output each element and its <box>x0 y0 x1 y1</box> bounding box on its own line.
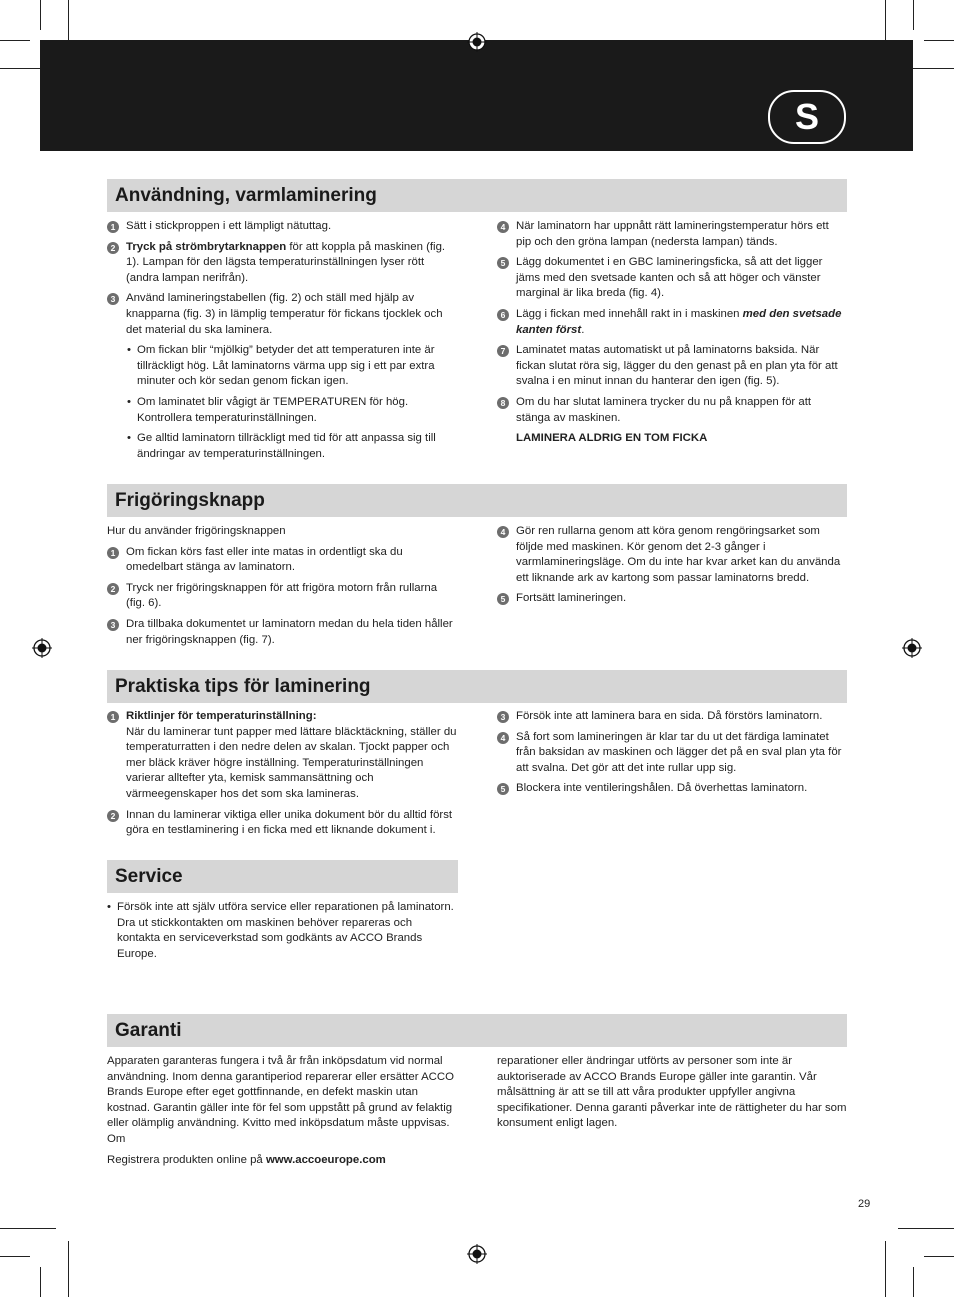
crop-mark <box>0 1256 30 1257</box>
step-number-icon: 4 <box>497 526 509 538</box>
step-number-icon: 1 <box>107 711 119 723</box>
section-title: Användning, varmlaminering <box>115 185 377 206</box>
sec5-right-column <box>497 1054 849 1137</box>
section-header-hot-lamination <box>107 179 847 212</box>
crop-mark <box>885 1241 886 1297</box>
section-title: Frigöringsknapp <box>115 490 265 511</box>
list-item: 4 Så fort som lamineringen är klar tar du ut det färdiga laminatet från baksidan av maskinen och lägger det på en sval plan yta för att svalna. Det gör att det inte rullar upp sig. <box>497 730 843 777</box>
step-number-icon: 3 <box>497 711 509 723</box>
list-item: 7 Laminatet matas automatiskt ut på laminatorns baksida. När fickan slutat röra sig, lägger du den genast på en plan yta för att svalna i en minut innan du hanterar den igen (fig. 5). <box>497 343 843 390</box>
intro-text: Hur du använder frigöringsknappen <box>107 525 286 537</box>
section-header-warranty <box>107 1014 847 1047</box>
crop-mark <box>0 1228 56 1229</box>
section-title: Service <box>115 866 183 887</box>
bullet-item: • Om fickan blir “mjölkig” betyder det att temperaturen inte är tillräckligt hög. Låt laminatorns värma upp sig i ett par extra minuter och kör sedan genom fickan igen. <box>107 343 457 390</box>
bullet-item: • Ge alltid laminatorn tillräckligt med tid för att anpassa sig till ändringar av temperaturinställningen. <box>107 431 457 462</box>
bullet-item: • Om laminatet blir vågigt är TEMPERATUREN för hög. Kontrollera temperaturinställningen. <box>107 395 457 426</box>
list-item: 8 Om du har slutat laminera trycker du nu på knappen för att stänga av maskinen. <box>497 395 843 426</box>
bullet-item: • Försök inte att själv utföra service eller reparationen på laminatorn. Dra ut stickkontakten om maskinen behöver repareras och kontakta en serviceverkstad som godkänts av ACCO Brands Europe. <box>107 900 457 962</box>
step-number-icon: 7 <box>497 345 509 357</box>
registration-mark-icon <box>467 1244 487 1264</box>
registration-mark-icon <box>902 638 922 658</box>
step-number-icon: 1 <box>107 547 119 559</box>
sec2-left-column <box>107 524 457 653</box>
list-item: 5 Fortsätt lamineringen. <box>497 591 843 607</box>
warranty-text: reparationer eller ändringar utförts av personer som inte är auktoriserade av ACCO Brands Europe gäller inte garantin. Vår målsättning är att se till att våra produkter uppfyller angivna specifikationer. Denna garanti påverkar inte de rättigheter du har som konsument enligt lagen. <box>497 1055 847 1130</box>
sec1-left-column <box>107 219 457 467</box>
step-number-icon: 2 <box>107 583 119 595</box>
registration-mark-icon <box>467 32 487 52</box>
website-link[interactable]: www.accoeurope.com <box>265 1153 386 1166</box>
step-number-icon: 2 <box>107 810 119 822</box>
step-number-icon: 3 <box>107 619 119 631</box>
section-header-service <box>107 860 458 893</box>
crop-mark <box>898 1228 954 1229</box>
step-number-icon: 4 <box>497 732 509 744</box>
crop-mark <box>913 1267 914 1297</box>
list-item: 3 Försök inte att laminera bara en sida. Då förstörs laminatorn. <box>497 709 843 725</box>
list-item: 2 Tryck ner frigöringsknappen för att frigöra motorn från rullarna (fig. 6). <box>107 581 457 612</box>
step-number-icon: 1 <box>107 221 119 233</box>
section-title: Garanti <box>115 1020 182 1041</box>
crop-mark <box>924 40 954 41</box>
section-header-tips <box>107 670 847 703</box>
list-item: 5 Blockera inte ventileringshålen. Då överhettas laminatorn. <box>497 781 843 797</box>
language-badge: S <box>768 90 846 144</box>
list-item: 4 Gör ren rullarna genom att köra genom rengöringsarket som följde med maskinen. Kör genom det 2-3 gånger i varmlamineringsläge. Om du inte har kvar arket kan du använda ett liknande ark av kartong som passar laminatorns bredd. <box>497 524 843 586</box>
list-item: 1 Sätt i stickproppen i ett lämpligt nätuttag. <box>107 219 457 235</box>
step-number-icon: 3 <box>107 293 119 305</box>
list-item: 2 Innan du laminerar viktiga eller unika dokument bör du alltid först göra en testlaminering i en ficka med ett liknande dokument i. <box>107 808 457 839</box>
list-item: 6 Lägg i fickan med innehåll rakt in i maskinen med den svetsade kanten först. <box>497 307 843 338</box>
sec4-column <box>107 900 457 967</box>
sec2-right-column <box>497 524 843 612</box>
step-number-icon: 6 <box>497 309 509 321</box>
crop-mark <box>913 0 914 30</box>
crop-mark <box>0 40 30 41</box>
list-item: 3 Dra tillbaka dokumentet ur laminatorn medan du hela tiden håller ner frigöringsknappen (fig. 7). <box>107 617 457 648</box>
page-number: 29 <box>858 1198 871 1210</box>
sec1-right-column <box>497 219 843 447</box>
crop-mark <box>40 0 41 30</box>
step-number-icon: 5 <box>497 783 509 795</box>
crop-mark <box>68 1241 69 1297</box>
registration-mark-icon <box>32 638 52 658</box>
sec5-left-column <box>107 1054 457 1173</box>
step-number-icon: 2 <box>107 242 119 254</box>
step-number-icon: 4 <box>497 221 509 233</box>
warning-text: LAMINERA ALDRIG EN TOM FICKA <box>516 432 708 445</box>
section-header-release-button <box>107 484 847 517</box>
sec3-right-column <box>497 709 843 802</box>
list-item: 2 Tryck på strömbrytarknappen för att koppla på maskinen (fig. 1). Lampan för den lägsta temperaturinställningen lyser rött (andra lampan nerifrån). <box>107 240 457 287</box>
sec3-left-column <box>107 709 457 844</box>
list-item: 4 När laminatorn har uppnått rätt lamineringstemperatur hörs ett pip och den gröna lampan (nedersta lampan) tänds. <box>497 219 843 250</box>
crop-mark <box>924 1256 954 1257</box>
section-title: Praktiska tips för laminering <box>115 676 371 697</box>
list-item: 1 Riktlinjer för temperaturinställning: När du laminerar tunt papper med lättare bläcktäckning, ställer du temperaturratten i den nedre delen av skalan. Tjockt papper och mer bläck kräver högre inställning. Temperaturinställningen varierar alltefter yta, kemisk sammansättning och värmeegenskaper hos det som ska lamineras. <box>107 709 457 803</box>
list-item: 3 Använd lamineringstabellen (fig. 2) och ställ med hjälp av knapparna (fig. 3) in lämplig temperatur för fickans tjocklek och det material du ska laminera. <box>107 291 457 338</box>
warranty-text: Apparaten garanteras fungera i två år från inköpsdatum vid normal användning. Inom denna garantiperiod reparerar eller ersätter ACCO Brands Europe efter eget gottfinnande, en defekt maskin utan kostnad. Garantin gäller inte för fel som uppstått på grund av felaktig eller olämplig användning. Kvitto med inköpsdatum måste uppvisas. Om <box>107 1055 454 1145</box>
list-item: 1 Om fickan körs fast eller inte matas in ordentligt ska du omedelbart stänga av laminatorn. <box>107 545 457 576</box>
step-number-icon: 5 <box>497 257 509 269</box>
step-number-icon: 8 <box>497 397 509 409</box>
crop-mark <box>40 1267 41 1297</box>
list-item: 5 Lägg dokumentet i en GBC lamineringsficka, så att det ligger jäms med den svetsade kanten och så att höger och vänster marginal är lika breda (fig. 4). <box>497 255 843 302</box>
step-number-icon: 5 <box>497 593 509 605</box>
register-text: Registrera produkten online på www.accoeurope.com <box>107 1153 386 1166</box>
